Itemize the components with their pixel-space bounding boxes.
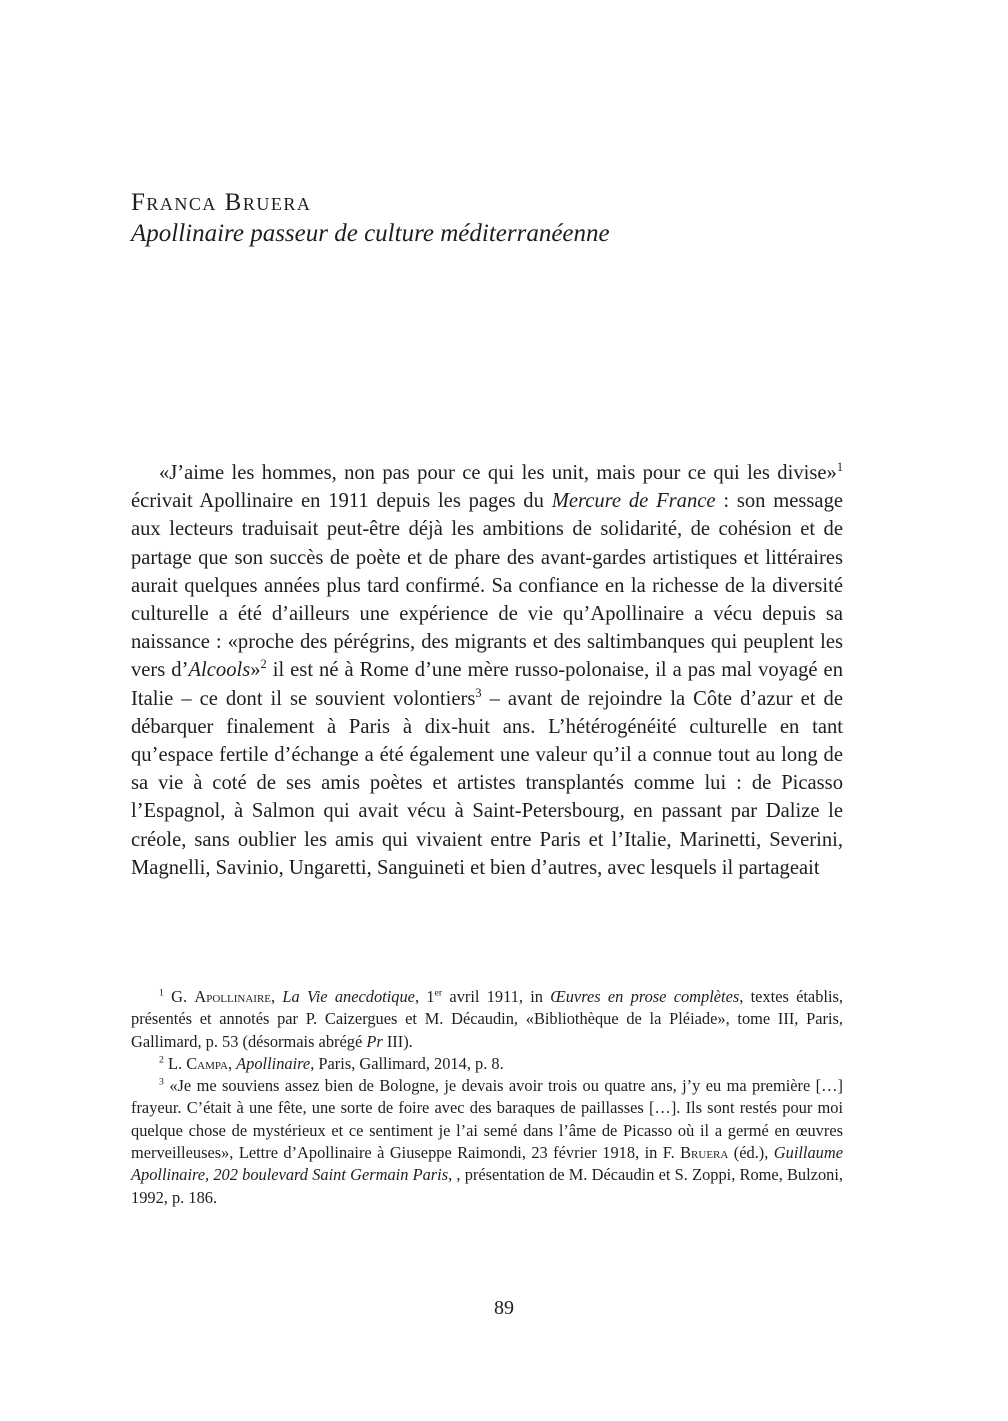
footnote-text: avril 1911, in — [442, 987, 551, 1006]
body-paragraph — [131, 459, 843, 882]
footnote-text: , — [227, 1053, 237, 1073]
cited-author: Bruera — [680, 1143, 729, 1163]
footnote-number: 2 — [159, 1054, 164, 1066]
footnote-text: , , présentation de M. Décaudin et S. Zoppi, Rome, Bulzoni, 1992, p. 186. — [131, 1165, 843, 1207]
journal-title: Mercure de France — [551, 490, 716, 513]
chapter-author: Franca Bruera — [131, 189, 312, 216]
cited-work: Œuvres en prose complètes — [550, 987, 740, 1006]
body-text-segment: il est né à Rome d’une mère russo-polonaise, il a pas mal voyagé en Italie – ce dont il se souvient volontiers — [131, 659, 843, 710]
abbreviation: Pr — [366, 1031, 383, 1051]
footnote-text: , 1 — [414, 987, 435, 1006]
cited-title: Apollinaire — [236, 1053, 311, 1073]
footnote-text: , Paris, Gallimard, 2014, p. 8. — [310, 1053, 504, 1073]
footnote-1 — [131, 986, 843, 1053]
footnotes — [131, 986, 843, 1209]
cited-author: Campa — [186, 1053, 228, 1073]
footnote-3 — [131, 1075, 843, 1209]
footnote-reference: 3 — [475, 685, 482, 700]
footnote-2 — [131, 1053, 843, 1075]
body-text-segment: » — [250, 659, 261, 682]
book-title: Alcools — [188, 659, 251, 682]
body-text-segment: : son message aux lecteurs traduisait peut-être déjà les ambitions de solidarité, de cohésion et de partage que son succès de poète et de phare des avant-gardes artistiques et littéraires aurait quelques années plus tard confirmé. Sa confiance en la richesse de la diversité culturelle a été d’ailleurs une expérience de vie qu’Apollinaire a vécu depuis sa naissance : «proche des pérégrins, des migrants et des saltimbanques qui peuplent les vers d’ — [131, 490, 844, 682]
chapter-title: Apollinaire passeur de culture méditerranéenne — [131, 220, 610, 247]
footnote-text: (éd.), — [728, 1143, 774, 1163]
footnote-text: L. — [163, 1053, 187, 1073]
footnote-reference: 1 — [836, 460, 843, 475]
footnote-text: G. — [163, 987, 195, 1006]
cited-title: La Vie anecdotique — [282, 987, 415, 1006]
chapter-header — [131, 188, 851, 250]
ordinal-suffix: er — [434, 987, 443, 999]
body-text-segment: – avant de rejoindre la Côte d’azur et de débarquer finalement à Paris à dix-huit ans. L’hétérogénéité culturelle en tant qu’espace fertile d’échange a été également une valeur qu’il a connue tout au long de sa vie à coté de ses amis poètes et artistes transplantés comme lui : de Picasso l’Espagnol, à Salmon qui avait vécu à Saint-Petersbourg, en passant par Dalize le créole, sans oublier les amis qui vivaient entre Paris et l’Italie, Marinetti, Severini, Magnelli, Savinio, Ungaretti, Sanguineti et bien d’autres, avec lesquels il partageait — [131, 687, 843, 879]
footnote-text: , textes établis, présentés et annotés par P. Caizergues et M. Décaudin, «Bibliothèque de la Pléiade», tome III, Paris, Gallimard, p. 53 (désormais abrégé — [131, 987, 843, 1051]
footnote-number: 3 — [159, 1076, 164, 1088]
footnote-reference: 2 — [260, 657, 267, 672]
body-text-segment: écrivait Apollinaire en 1911 depuis les pages du — [131, 490, 552, 513]
cited-author: Apollinaire — [194, 987, 271, 1006]
body-text-segment: «J’aime les hommes, non pas pour ce qui les unit, mais pour ce qui les divise» — [159, 462, 837, 484]
footnote-text: III). — [382, 1031, 413, 1051]
footnote-text: , — [271, 987, 283, 1006]
footnote-text: «Je me souviens assez bien de Bologne, je devais avoir trois ou quatre ans, j’y eu ma première […] frayeur. C’était à une fête, une sorte de foire avec des baraques de paillasses […]. Ils sont restés pour moi quelque chose de mystérieux et ce sentiment je l’ai semé dans l’âme de Picasso où il a germé en œuvres merveilleuses», Lettre d’Apollinaire à Giuseppe Raimondi, 23 février 1918, in F. — [131, 1076, 843, 1163]
footnote-number: 1 — [159, 987, 164, 999]
page-number: 89 — [494, 1297, 514, 1319]
cited-title: Guillaume Apollinaire, 202 boulevard Saint Germain Paris — [131, 1143, 843, 1185]
